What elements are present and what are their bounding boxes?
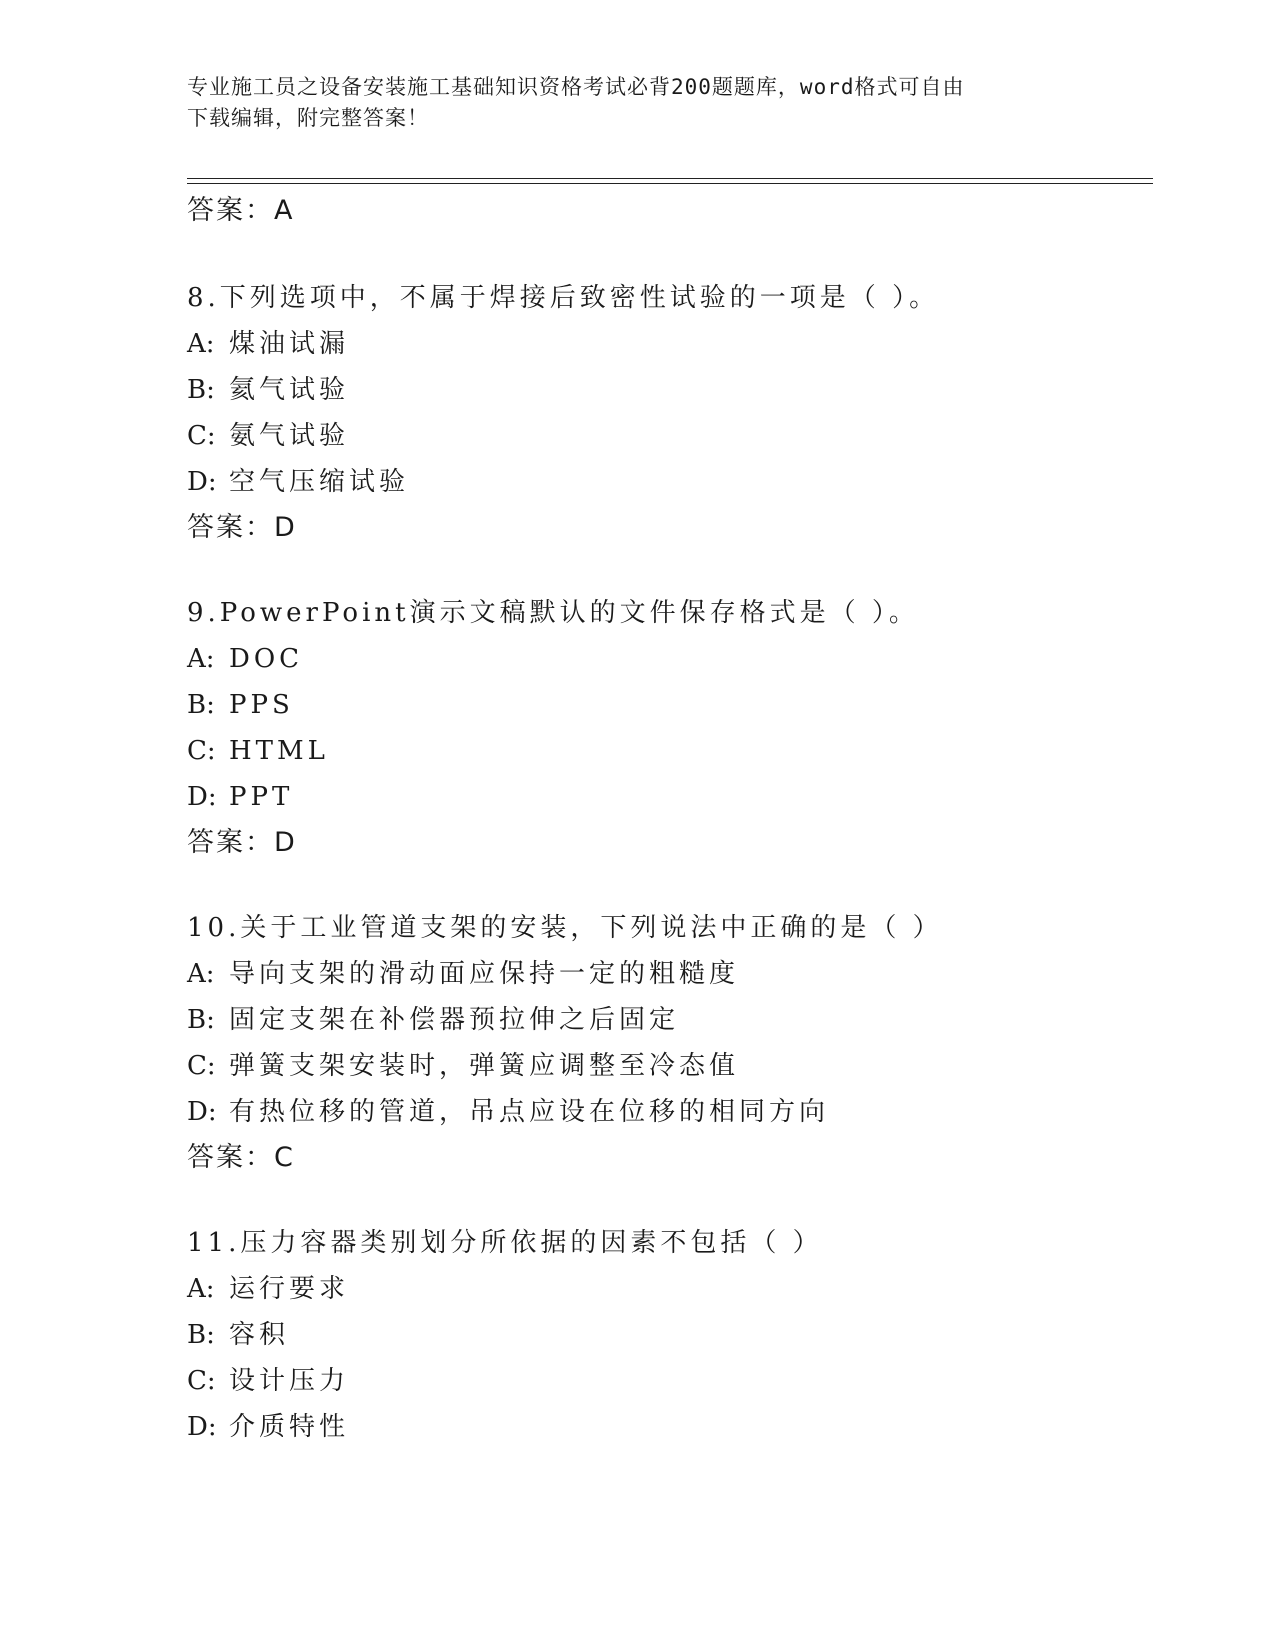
question-stem: 9.PowerPoint演示文稿默认的文件保存格式是（ ）。 <box>187 598 919 628</box>
option-text: PPS <box>229 690 294 720</box>
option-label: A: <box>187 1274 215 1304</box>
option-label: C: <box>187 736 216 766</box>
option-d <box>187 459 1147 505</box>
document-header <box>187 72 1087 134</box>
option-d <box>187 1089 1147 1135</box>
option-text: 氦气试验 <box>229 375 350 405</box>
option-b <box>187 367 1147 413</box>
option-label: A: <box>187 329 215 359</box>
option-c <box>187 1358 1147 1404</box>
option-label: D: <box>187 467 217 497</box>
option-label: B: <box>187 1005 215 1035</box>
question-stem: 10.关于工业管道支架的安装，下列说法中正确的是（ ） <box>187 913 943 943</box>
option-text: 有热位移的管道，吊点应设在位移的相同方向 <box>229 1097 830 1127</box>
option-text: 容积 <box>229 1320 290 1350</box>
option-c <box>187 728 1147 774</box>
option-text: 氨气试验 <box>229 421 350 451</box>
option-text: 弹簧支架安装时，弹簧应调整至冷态值 <box>229 1051 740 1081</box>
option-a <box>187 636 1147 682</box>
option-text: HTML <box>229 736 329 766</box>
option-b <box>187 682 1147 728</box>
question-stem: 11.压力容器类别划分所依据的因素不包括（ ） <box>187 1228 823 1258</box>
option-d <box>187 1404 1147 1450</box>
previous-answer-block <box>187 188 1147 234</box>
option-label: C: <box>187 1366 216 1396</box>
option-label: C: <box>187 1051 216 1081</box>
option-a <box>187 951 1147 997</box>
option-c <box>187 413 1147 459</box>
option-label: C: <box>187 421 216 451</box>
option-label: D: <box>187 1097 217 1127</box>
option-text: 介质特性 <box>229 1412 350 1442</box>
question-11 <box>187 1220 1147 1450</box>
answer-text: 答案：D <box>187 512 297 543</box>
option-a <box>187 1266 1147 1312</box>
option-b <box>187 1312 1147 1358</box>
option-label: B: <box>187 375 215 405</box>
option-label: D: <box>187 1412 217 1442</box>
header-divider-bottom <box>187 183 1153 184</box>
option-text: 固定支架在补偿器预拉伸之后固定 <box>229 1005 680 1035</box>
option-text: 煤油试漏 <box>229 329 350 359</box>
option-label: D: <box>187 782 217 812</box>
answer-text: 答案：A <box>187 195 295 226</box>
option-a <box>187 321 1147 367</box>
option-label: A: <box>187 959 215 989</box>
option-text: 导向支架的滑动面应保持一定的粗糙度 <box>229 959 740 989</box>
option-text: 运行要求 <box>229 1274 350 1304</box>
option-text: DOC <box>229 644 304 674</box>
option-b <box>187 997 1147 1043</box>
option-label: B: <box>187 690 215 720</box>
header-divider-top <box>187 178 1153 179</box>
answer-text: 答案：D <box>187 827 297 858</box>
question-9 <box>187 590 1147 866</box>
option-label: A: <box>187 644 215 674</box>
option-text: PPT <box>229 782 294 812</box>
header-line-1: 专业施工员之设备安装施工基础知识资格考试必背200题题库，word格式可自由 <box>187 75 965 99</box>
option-text: 空气压缩试验 <box>229 467 410 497</box>
option-d <box>187 774 1147 820</box>
option-text: 设计压力 <box>229 1366 350 1396</box>
answer-text: 答案：C <box>187 1142 295 1173</box>
option-c <box>187 1043 1147 1089</box>
header-line-2: 下载编辑，附完整答案！ <box>187 106 429 130</box>
question-10 <box>187 905 1147 1181</box>
question-stem: 8.下列选项中，不属于焊接后致密性试验的一项是（ ）。 <box>187 283 940 313</box>
option-label: B: <box>187 1320 215 1350</box>
question-8 <box>187 275 1147 551</box>
